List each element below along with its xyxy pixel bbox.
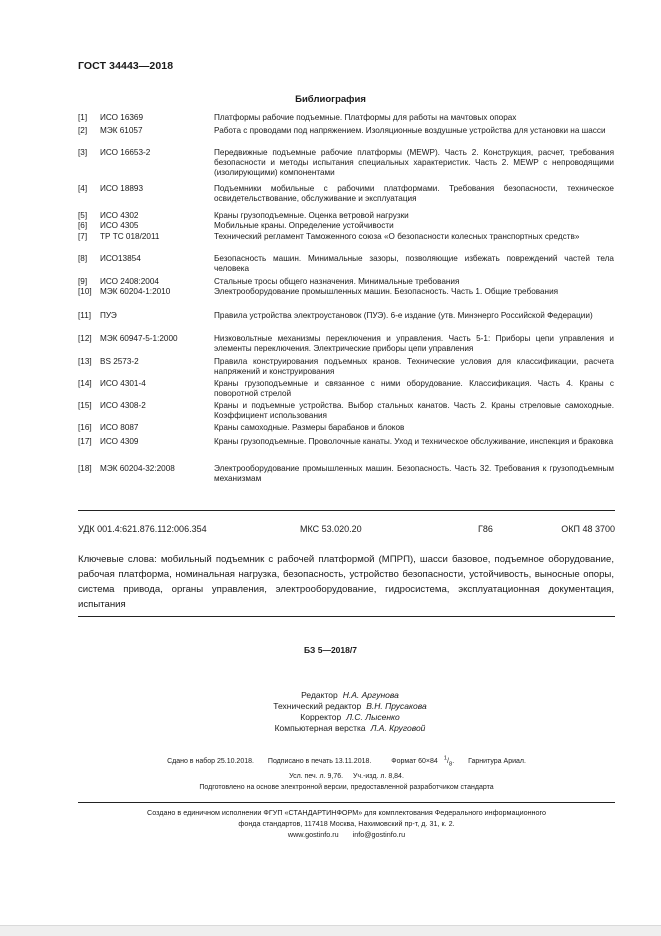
footer-line: Создано в единичном исполнении ФГУП «СТАНДАРТИНФОРМ» для комплектования Федерального информационного [147,808,546,817]
entry-code: ИСО 18893 [100,184,144,193]
entry-number: [11] [78,311,92,320]
entry-code: BS 2573-2 [100,357,139,366]
print-info [78,754,615,793]
credit-role: Технический редактор [273,701,362,711]
credit-name: Л.А. Круговой [370,723,426,733]
publisher-sheets: Уч.-изд. л. 8,84. [353,772,404,780]
entry-code: ИСО 2408:2004 [100,277,159,286]
entry-title: Правила конструирования подъемных кранов. Технические условия для классификации, расчета напряжений и конструирования [214,357,614,377]
entry-title: Мобильные краны. Определение устойчивости [214,221,394,230]
entry-code: ИСО 16369 [100,113,144,122]
credit-line [200,701,500,712]
entry-code: ИСО13854 [100,254,141,263]
divider [78,802,615,803]
entry-number: [16] [78,423,92,432]
bz-number: БЗ 5—2018/7 [304,645,357,655]
entry-code: ИСО 4309 [100,437,139,446]
entry-code: ТР ТС 018/2011 [100,232,160,241]
entry-title: Краны и подъемные устройства. Выбор стальных канатов. Часть 2. Краны стреловые самоходные. Коэффициент использования [214,401,614,421]
sent-date: Сдано в набор 25.10.2018. [167,758,254,766]
okp-code: ОКП 48 3700 [561,524,615,534]
entry-code: ИСО 4301-4 [100,379,146,388]
entry-code: МЭК 61057 [100,126,143,135]
group-code: Г86 [478,524,493,534]
footer-links [78,829,615,840]
entry-title: Низковольтные механизмы переключения и управления. Часть 5-1: Приборы цепи управления и элементы переключения. Электрические приборы цепи управления [214,334,614,354]
credit-name: В.Н. Прусакова [366,701,427,711]
entry-title: Электрооборудование промышленных машин. Безопасность. Часть 1. Общие требования [214,287,559,296]
entry-number: [3] [78,148,88,157]
print-sheets: Усл. печ. л. 9,76. [289,772,344,780]
entry-title: Краны грузоподъемные. Проволочные канаты. Уход и техническое обслуживание, инспекция и браковка [214,437,614,446]
entry-code: ИСО 4308-2 [100,401,146,410]
credit-line [200,723,500,734]
entry-title: Краны грузоподъемные. Оценка ветровой нагрузки [214,211,409,220]
credit-line [200,712,500,723]
print-info-row [78,771,615,782]
entry-code: ИСО 4302 [100,211,139,220]
entry-code: ИСО 4305 [100,221,139,230]
entry-number: [9] [78,277,88,286]
entry-number: [1] [78,113,88,122]
entry-code: МЭК 60947-5-1:2000 [100,334,178,343]
entry-code: ИСО 8087 [100,423,139,432]
entry-number: [13] [78,357,92,366]
prepared-note: Подготовлено на основе электронной версии, предоставленной разработчиком стандарта [199,783,494,791]
mks-code: МКС 53.020.20 [300,524,362,534]
format: Формат 60×84 $^1/_8$. [391,756,455,768]
entry-number: [15] [78,401,92,410]
entry-number: [10] [78,287,92,296]
entry-title: Платформы рабочие подъемные. Платформы для работы на мачтовых опорах [214,113,517,122]
bibliography-title: Библиография [295,94,366,105]
entry-number: [14] [78,379,92,388]
entry-title: Краны самоходные. Размеры барабанов и блоков [214,423,405,432]
entry-code: ПУЭ [100,311,117,320]
entry-number: [17] [78,437,92,446]
divider [78,616,615,617]
credit-role: Корректор [300,712,342,722]
publisher-footer [78,807,615,840]
entry-title: Передвижные подъемные рабочие платформы (MEWP). Часть 2. Конструкция, расчет, требования безопасности и методы испытания специальных характеристик. Часть 2. MEWP с непроводящими (изолирующими) компонентами [214,148,614,178]
entry-number: [12] [78,334,92,343]
credit-role: Компьютерная верстка [274,723,366,733]
footer-line: фонда стандартов, 117418 Москва, Нахимовский пр-т, д. 31, к. 2. [238,819,455,828]
email-link[interactable]: info@gostinfo.ru [352,830,406,839]
entry-code: МЭК 60204-1:2010 [100,287,171,296]
signed-date: Подписано в печать 13.11.2018. [267,758,372,766]
entry-number: [6] [78,221,88,230]
keywords: Ключевые слова: мобильный подъемник с рабочей платформой (МПРП), шасси базовое, подъемное оборудование, рабочая платформа, номинальная нагрузка, безопасность, устройство безопасности, устойчивость, выносные опоры, система привода, органы управления, электрооборудование, гидросистема, эксплуатационная документация, испытания [78,554,614,610]
credit-name: Л.С. Лысенко [346,712,400,722]
entry-title: Электрооборудование промышленных машин. Безопасность. Часть 32. Требования к грузоподъемным механизмам [214,464,614,484]
credit-name: Н.А. Аргунова [342,690,399,700]
entry-title: Стальные тросы общего назначения. Минимальные требования [214,277,460,286]
entry-title: Краны грузоподъемные и связанное с ними оборудование. Классификация. Часть 4. Краны с поворотной стрелой [214,379,614,399]
udk-code: УДК 001.4:621.876.112:006.354 [78,524,207,534]
entry-title: Безопасность машин. Минимальные зазоры, позволяющие избежать повреждений частей тела человека [214,254,614,274]
classification-line [78,524,615,536]
entry-number: [2] [78,126,88,135]
entry-number: [8] [78,254,88,263]
entry-code: ИСО 16653-2 [100,148,151,157]
entry-number: [7] [78,232,88,241]
entry-title: Правила устройства электроустановок (ПУЭ). 6-е издание (утв. Минэнерго Российской Федерации) [214,311,593,320]
entry-title: Подъемники мобильные с рабочими платформами. Требования безопасности, техническое освидетельствование, обслуживание и эксплуатация [214,184,614,204]
credits [200,690,500,734]
entry-title: Работа с проводами под напряжением. Изоляционные воздушные устройства для установки на шасси [214,126,606,135]
print-info-row [78,754,615,771]
entry-number: [4] [78,184,88,193]
page-edge [0,925,661,936]
entry-code: МЭК 60204-32:2008 [100,464,175,473]
credit-role: Редактор [301,690,338,700]
entry-title: Технический регламент Таможенного союза «О безопасности колесных транспортных средств» [214,232,580,241]
typeface: Гарнитура Ариал. [468,758,526,766]
entry-number: [18] [78,464,92,473]
divider [78,510,615,511]
entry-number: [5] [78,211,88,220]
credit-line [200,690,500,701]
website-link[interactable]: www.gostinfo.ru [287,830,339,839]
document-header: ГОСТ 34443—2018 [78,60,174,72]
